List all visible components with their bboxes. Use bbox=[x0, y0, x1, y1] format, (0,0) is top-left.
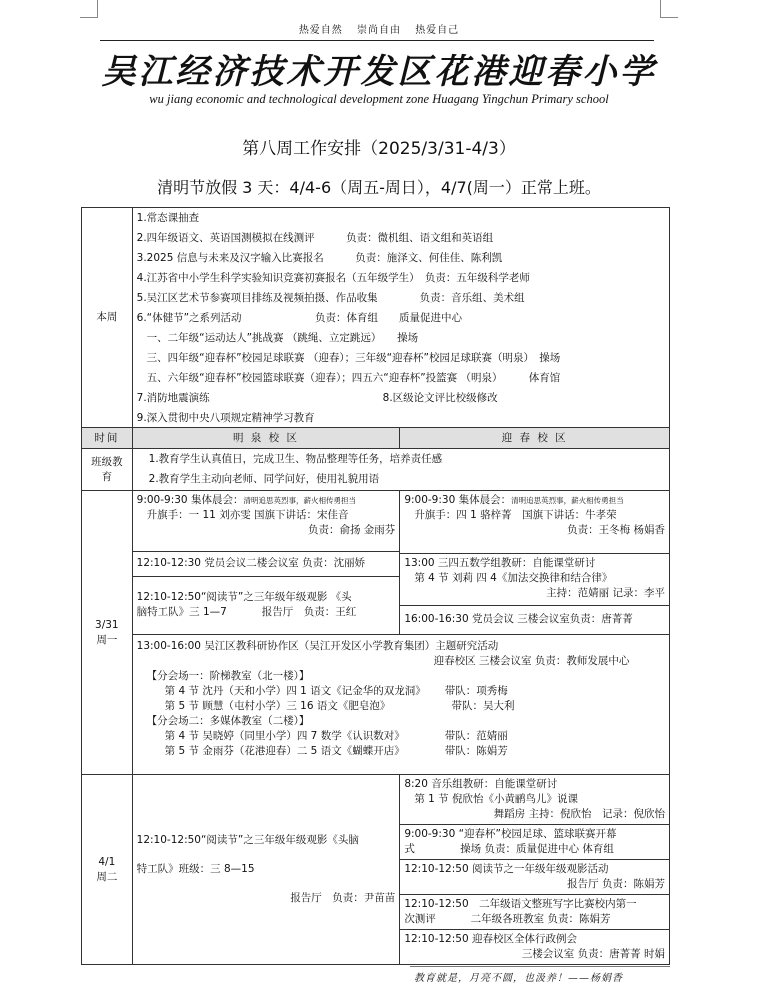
yc-math bbox=[400, 553, 669, 605]
research-line: 【分会场二：多媒体教室（二楼）】 bbox=[146, 715, 310, 727]
yc-music-cell bbox=[400, 775, 669, 825]
week-task: 2.四年级语文、英语国测模拟在线测评 负责：微机组、语文组和英语组 bbox=[136, 232, 494, 244]
monday-row bbox=[82, 491, 670, 635]
yc-party-text: 16:00-16:30 党员会议 三楼会议室负责：唐菁菁 bbox=[404, 613, 633, 626]
week-task: 7.消防地震演练 bbox=[136, 392, 210, 404]
week-task: 三、四年级“迎春杯”校园足球联赛 （迎春）；三年级“迎春杯”校园足球联赛（明泉） 操场 bbox=[146, 352, 561, 364]
week-task: 9.深入贯彻中央八项规定精神学习教育 bbox=[136, 412, 315, 424]
school-name-en: wu jiang economic and technological development zone Huagang Yingchun Primary school bbox=[149, 92, 609, 106]
tuesday-label bbox=[82, 775, 133, 965]
week-task: 4.江苏省中小学生科学实验知识竞赛初赛报名（五年级学生） 负责：五年级科学老师 bbox=[136, 272, 530, 284]
yc-admin-line1: 12:10-12:50 迎春校区全体行政例会 bbox=[404, 933, 577, 945]
yc-music bbox=[400, 775, 669, 825]
research-line: 迎春校区 三楼会议室 负责：教师发展中心 bbox=[433, 655, 630, 667]
yc-admin-line2: 三楼会议室 负责：唐菁菁 时娟 bbox=[521, 948, 665, 960]
week-tasks bbox=[132, 208, 669, 428]
yc-flag: 升旗手：四 1 骆梓菁 国旗下讲话：牛孝荣 bbox=[414, 509, 617, 521]
tue-mq-owner: 报告厅 负责：尹苗苗 bbox=[290, 892, 396, 904]
tuesday-day: 周二 bbox=[96, 870, 118, 883]
mq-owner: 负责：俞扬 金雨芬 bbox=[307, 524, 396, 536]
mq-party-cell bbox=[133, 551, 400, 576]
motto-2: 崇尚自由 bbox=[357, 25, 401, 36]
yc-math-line2: 第 4 节 刘莉 四 4《加法交换律和结合律》 bbox=[414, 571, 613, 584]
motto bbox=[0, 21, 758, 36]
monday-mingquan-items bbox=[133, 491, 400, 634]
yc-assembly-cell bbox=[400, 491, 669, 553]
yc-admin bbox=[400, 930, 669, 965]
yc-movie-line1: 12:10-12:50 阅读节之一年级年级观影活动 bbox=[404, 863, 609, 875]
yc-copybook-line2: 次测评 二年级各班教室 负责：陈娟芳 bbox=[404, 913, 611, 925]
column-header-row bbox=[82, 428, 670, 449]
yc-assembly bbox=[400, 491, 669, 553]
research-line: 第 4 节 吴晓婷（同里小学）四 7 数学《认识数对》 带队：范婧丽 bbox=[164, 730, 508, 742]
yc-music-line1: 8:20 音乐组教研：自能课堂研讨 bbox=[404, 778, 558, 790]
footer-quote: 教育就是，月亮不圆，也汲养！——杨娟香 bbox=[414, 973, 623, 984]
research-line: 第 4 节 沈丹（天和小学）四 1 语文《记金华的双龙洞》 带队：项秀梅 bbox=[164, 685, 508, 697]
yc-owner: 负责：王冬梅 杨娟香 bbox=[567, 524, 665, 536]
yc-movie-cell bbox=[400, 860, 669, 895]
tuesday-yingchun-items bbox=[400, 775, 669, 964]
class-education-item: 2.教育学生主动向老师、同学问好，使用礼貌用语 bbox=[148, 473, 380, 485]
tuesday-yingchun bbox=[400, 775, 670, 965]
monday-yingchun-items bbox=[400, 491, 669, 634]
yc-assembly-time: 9:00-9:30 集体晨会： bbox=[404, 494, 512, 506]
week-task: 5.吴江区艺术节参赛项目排练及视频拍摄、作品收集 负责：音乐组、美术组 bbox=[136, 292, 525, 304]
week-task: 一、二年级“运动达人”挑战赛 （跳绳、立定跳远） 操场 bbox=[146, 332, 419, 344]
header-rule bbox=[100, 40, 654, 41]
mq-reading-line1: 12:10-12:50“阅读节”之三年级年级观影 《头 bbox=[136, 591, 352, 604]
yc-assembly-line bbox=[404, 493, 665, 508]
tuesday-row bbox=[82, 775, 670, 965]
mq-assembly-theme: 清明追思英烈事，薪火相传勇担当 bbox=[243, 496, 356, 505]
monday-yingchun bbox=[400, 491, 670, 635]
yc-copybook bbox=[400, 895, 669, 930]
yc-music-line3: 舞蹈房 主持：倪欣怡 记录：倪欣怡 bbox=[493, 808, 665, 820]
col-yingchun: 迎 春 校 区 bbox=[400, 428, 670, 449]
schedule-table bbox=[81, 207, 670, 965]
monday-label bbox=[82, 491, 133, 775]
holiday-notice: 清明节放假 3 天：4/4-6（周五-周日），4/7(周一）正常上班。 bbox=[157, 178, 601, 197]
mq-assembly bbox=[133, 491, 400, 551]
research-line: 13:00-16:00 吴江区教科研协作区（吴江开发区小学教育集团）主题研究活动 bbox=[136, 640, 499, 652]
yc-cup-line2: 式 操场 负责：质量促进中心 体育组 bbox=[404, 843, 614, 855]
yc-cup bbox=[400, 825, 669, 860]
page-title: 第八周工作安排（2025/3/31-4/3） bbox=[242, 139, 516, 159]
school-name-cn: 吴江经济技术开发区花港迎春小学 bbox=[101, 52, 657, 92]
week-task: 1.常态课抽查 bbox=[136, 212, 200, 224]
yc-music-line2: 第 1 节 倪欣怡《小黄鹂鸟儿》说课 bbox=[414, 793, 579, 805]
week-task-row bbox=[137, 391, 665, 406]
week-task: 3.2025 信息与未来及汉字输入比赛报名 负责：施泽文、何佳佳、陈利凯 bbox=[136, 252, 503, 264]
class-education-content bbox=[132, 449, 669, 491]
mq-assembly-cell bbox=[133, 491, 400, 551]
yc-movie-line2: 报告厅 负责：陈娟芳 bbox=[567, 878, 665, 890]
research-activity bbox=[132, 635, 669, 775]
week-task: 五、六年级“迎春杯”校园篮球联赛（迎春）；四五六“迎春杯”投篮赛 （明泉） 体育馆 bbox=[146, 372, 561, 384]
monday-mingquan bbox=[132, 491, 400, 635]
motto-3: 热爱自己 bbox=[415, 25, 460, 36]
yc-math-cell bbox=[400, 553, 669, 605]
col-mingquan: 明 泉 校 区 bbox=[132, 428, 400, 449]
mq-party bbox=[133, 551, 400, 576]
footer-rule bbox=[410, 966, 670, 967]
tuesday-mingquan bbox=[132, 775, 400, 965]
yc-party-cell bbox=[400, 605, 669, 634]
yc-copybook-cell bbox=[400, 895, 669, 930]
research-line: 【分会场一：阶梯教室（北一楼）】 bbox=[146, 670, 310, 682]
yc-movie bbox=[400, 860, 669, 895]
tue-mq-reading-line1: 12:10-12:50“阅读节”之三年级年级观影《头脑 bbox=[136, 834, 359, 846]
monday-research-row bbox=[82, 635, 670, 775]
corner-mark-left bbox=[80, 0, 98, 18]
corner-mark-right bbox=[660, 0, 678, 18]
mq-reading bbox=[133, 576, 400, 634]
mq-assembly-time: 9:00-9:30 集体晨会： bbox=[136, 494, 244, 506]
research-line: 第 5 节 金雨芬（花港迎春）二 5 语文《蝴蝶开店》 带队：陈娟芳 bbox=[164, 745, 508, 757]
mq-reading-line2: 脑特工队》三 1—7 报告厅 负责：王红 bbox=[136, 606, 357, 619]
week-row bbox=[82, 208, 670, 428]
research-line: 第 5 节 顾慧（屯村小学）三 16 语文《肥皂泡》 带队：吴大利 bbox=[164, 700, 515, 712]
mq-reading-cell bbox=[133, 576, 400, 634]
week-label: 本周 bbox=[82, 208, 133, 428]
col-time: 时间 bbox=[82, 428, 133, 449]
yc-party bbox=[400, 605, 669, 634]
yc-copybook-line1: 12:10-12:50 二年级语文整班写字比赛校内第一 bbox=[404, 898, 637, 910]
monday-day: 周一 bbox=[96, 633, 118, 646]
yc-cup-cell bbox=[400, 825, 669, 860]
tuesday-date: 4/1 bbox=[98, 855, 116, 868]
yc-admin-cell bbox=[400, 930, 669, 965]
tue-mq-reading-line2: 特工队》班级：三 8—15 bbox=[136, 863, 255, 875]
yc-assembly-theme: 清明追思英烈事，薪火相传勇担当 bbox=[511, 496, 624, 505]
yc-math-line1: 13:00 三四五数学组教研：自能课堂研讨 bbox=[404, 556, 596, 569]
class-education-label: 班级教育 bbox=[82, 449, 133, 491]
yc-math-line3: 主持：范婧丽 记录：李平 bbox=[546, 586, 665, 599]
class-education-item: 1.教育学生认真值日，完成卫生、物品整理等任务，培养责任感 bbox=[148, 453, 443, 465]
class-education-row bbox=[82, 449, 670, 491]
week-task: 8.区级论文评比校级修改 bbox=[382, 392, 498, 404]
mq-flag: 升旗手：一 11 刘亦雯 国旗下讲话：宋佳音 bbox=[146, 509, 349, 521]
motto-1: 热爱自然 bbox=[298, 25, 343, 36]
week-task: 6.“体健节”之系列活动 负责：体育组 质量促进中心 bbox=[136, 312, 463, 324]
mq-party-text: 12:10-12:30 党员会议二楼会议室 负责：沈丽娇 bbox=[136, 557, 366, 569]
yc-cup-line1: 9:00-9:30 “迎春杯”校园足球、篮球联赛开幕 bbox=[404, 828, 617, 840]
mq-assembly-line bbox=[137, 493, 396, 508]
monday-date: 3/31 bbox=[95, 618, 119, 631]
